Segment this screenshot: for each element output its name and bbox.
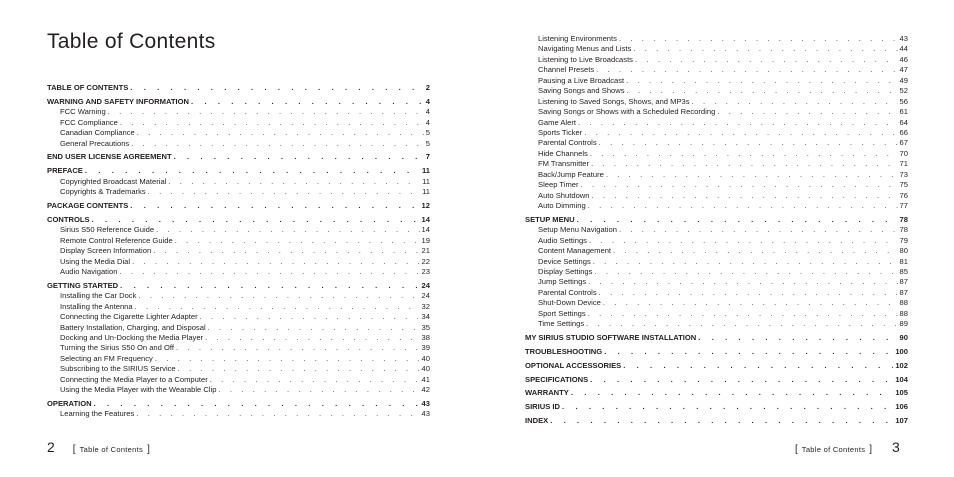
dot-leader: [153, 246, 419, 256]
toc-entry-page: 22: [421, 256, 430, 266]
toc-section-entry[interactable]: [525, 416, 908, 426]
toc-entry-label: Auto Dimming: [538, 201, 586, 210]
toc-entry-page: 46: [899, 54, 908, 64]
toc-entry-label: Connecting the Media Player to a Computer: [60, 374, 208, 384]
dot-leader: [156, 225, 419, 235]
toc-subsection-entry[interactable]: [525, 236, 908, 246]
toc-entry-page: 24: [421, 280, 430, 290]
toc-section-entry[interactable]: [47, 399, 430, 409]
toc-entry-label: Listening to Live Broadcasts: [538, 54, 633, 64]
toc-entry-page: 4: [425, 107, 430, 117]
dot-leader: [119, 267, 419, 277]
toc-entry-page: 5: [425, 128, 430, 138]
toc-entry-page: 75: [899, 180, 908, 190]
dot-leader: [148, 187, 420, 197]
toc-entry-label: Learning the Features: [60, 409, 135, 419]
toc-entry-page: 12: [421, 200, 430, 210]
toc-entry-page: 88: [899, 298, 908, 308]
toc-entry-label: Channel Presets: [538, 65, 595, 75]
toc-entry-label: Hide Channels: [538, 148, 588, 158]
dot-leader: [594, 267, 897, 277]
toc-entry-label: Saving Songs and Shows: [538, 86, 625, 96]
toc-entry-page: 21: [421, 246, 430, 256]
toc-entry-label: Audio Navigation: [60, 266, 118, 276]
toc-entry-label: WARNING AND SAFETY INFORMATION: [47, 96, 190, 106]
toc-entry-label: Canadian Compliance: [60, 128, 135, 138]
toc-entry-label: TROUBLESHOOTING: [525, 346, 603, 356]
footer-open-bracket: [: [795, 444, 798, 455]
dot-leader: [592, 191, 898, 201]
toc-entry-page: 105: [895, 388, 908, 398]
dot-leader: [623, 361, 893, 371]
toc-entry-label: Saving Songs or Shows with a Scheduled Recording: [538, 107, 716, 117]
toc-entry-label: Time Settings: [538, 319, 585, 329]
toc-section-entry[interactable]: [525, 347, 908, 357]
toc-entry-label: Copyrights & Trademarks: [60, 187, 146, 197]
toc-entry-page: 73: [899, 169, 908, 179]
toc-subsection-entry[interactable]: [47, 267, 430, 277]
toc-entry-label: FCC Warning: [60, 107, 106, 117]
toc-section-entry[interactable]: [525, 388, 908, 398]
toc-entry-page: 80: [899, 246, 908, 256]
toc-entry-page: 88: [899, 308, 908, 318]
toc-entry-page: 14: [421, 225, 430, 235]
toc-entry-page: 79: [899, 235, 908, 245]
dot-leader: [635, 55, 898, 65]
toc-section-entry[interactable]: [47, 97, 430, 107]
toc-entry-page: 35: [421, 322, 430, 332]
toc-subsection-entry[interactable]: [525, 288, 908, 298]
toc-entry-label: Remote Control Reference Guide: [60, 235, 173, 245]
toc-subsection-entry[interactable]: [525, 180, 908, 190]
toc-entry-label: Parental Controls: [538, 287, 597, 297]
footer-open-bracket: [: [72, 444, 76, 455]
toc-subsection-entry[interactable]: [525, 201, 908, 211]
dot-leader: [92, 215, 420, 225]
toc-entry-page: 77: [899, 201, 908, 210]
toc-entry-page: 64: [899, 117, 908, 127]
dot-leader: [562, 402, 893, 412]
toc-entry-page: 11: [421, 166, 430, 176]
toc-section-entry[interactable]: [47, 166, 430, 176]
toc-entry-label: Game Alert: [538, 117, 576, 127]
dot-leader: [613, 246, 898, 256]
toc-entry-label: Auto Shutdown: [538, 190, 590, 200]
toc-section-entry[interactable]: [47, 201, 430, 211]
dot-leader: [218, 385, 419, 395]
toc-entry-page: 102: [895, 360, 908, 370]
toc-entry-label: Copyrighted Broadcast Material: [60, 176, 167, 186]
toc-entry-page: 90: [899, 333, 908, 343]
toc-subsection-entry[interactable]: [525, 118, 908, 128]
toc-entry-label: Parental Controls: [538, 138, 597, 148]
toc-section-entry[interactable]: [47, 152, 430, 162]
toc-entry-page: 7: [425, 152, 430, 162]
dot-leader: [120, 118, 424, 128]
dot-leader: [627, 86, 898, 96]
toc-entry-page: 56: [899, 96, 908, 106]
toc-entry-label: FM Transmitter: [538, 159, 590, 169]
toc-entry-page: 100: [895, 346, 908, 356]
footer-section-label: Table of Contents: [801, 445, 866, 454]
toc-entry-page: 4: [425, 117, 430, 127]
dot-leader: [619, 225, 898, 235]
toc-entry-page: 23: [421, 266, 430, 276]
toc-entry-page: 71: [899, 159, 908, 169]
toc-section-entry[interactable]: [47, 215, 430, 225]
toc-left-column: [47, 83, 430, 420]
toc-entry-page: 11: [422, 187, 430, 197]
toc-subsection-entry[interactable]: [525, 257, 908, 267]
dot-leader: [208, 323, 420, 333]
toc-entry-page: 47: [899, 65, 908, 75]
toc-subsection-entry[interactable]: [47, 139, 430, 149]
toc-entry-page: 40: [421, 364, 430, 374]
page-number-right: 3: [892, 439, 900, 455]
toc-subsection-entry[interactable]: [525, 86, 908, 96]
toc-subsection-entry[interactable]: [525, 267, 908, 277]
toc-subsection-entry[interactable]: [525, 128, 908, 138]
toc-entry-label: PACKAGE CONTENTS: [47, 200, 129, 210]
dot-leader: [155, 354, 420, 364]
toc-entry-label: INDEX: [525, 416, 549, 425]
dot-leader: [108, 107, 424, 117]
dot-leader: [588, 309, 898, 319]
dot-leader: [589, 236, 898, 246]
toc-entry-page: 67: [899, 138, 908, 148]
dot-leader: [571, 388, 893, 398]
toc-section-entry[interactable]: [525, 333, 908, 343]
dot-leader: [205, 333, 419, 343]
toc-entry-label: Connecting the Cigarette Lighter Adapter: [60, 312, 198, 322]
toc-subsection-entry[interactable]: [525, 159, 908, 169]
toc-entry-page: 87: [899, 277, 908, 287]
dot-leader: [191, 97, 424, 107]
footer-close-bracket: ]: [147, 444, 150, 455]
toc-entry-label: Device Settings: [538, 256, 591, 266]
dot-leader: [604, 347, 893, 357]
toc-section-entry[interactable]: [525, 361, 908, 371]
dot-leader: [717, 107, 897, 117]
toc-entry-page: 32: [421, 301, 430, 311]
toc-entry-page: 85: [899, 267, 908, 277]
toc-entry-page: 61: [899, 107, 908, 117]
dot-leader: [138, 291, 419, 301]
toc-subsection-entry[interactable]: [47, 118, 430, 128]
dot-leader: [619, 34, 898, 44]
toc-entry-label: Sports Ticker: [538, 127, 583, 137]
dot-leader: [132, 257, 419, 267]
dot-leader: [593, 257, 898, 267]
toc-entry-label: MY SIRIUS STUDIO SOFTWARE INSTALLATION: [525, 333, 697, 343]
toc-entry-page: 43: [899, 34, 908, 43]
toc-entry-label: Shut-Down Device: [538, 298, 601, 308]
toc-section-entry[interactable]: [525, 375, 908, 385]
dot-leader: [591, 159, 897, 169]
dot-leader: [590, 375, 893, 385]
toc-subsection-entry[interactable]: [525, 298, 908, 308]
footer-close-bracket: ]: [869, 444, 873, 455]
toc-subsection-entry[interactable]: [47, 354, 430, 364]
dot-leader: [603, 298, 898, 308]
dot-leader: [200, 312, 420, 322]
toc-entry-label: SETUP MENU: [525, 214, 575, 224]
toc-entry-label: Setup Menu Navigation: [538, 225, 617, 235]
toc-entry-page: 39: [421, 343, 430, 353]
dot-leader: [584, 128, 897, 138]
toc-subsection-entry[interactable]: [525, 97, 908, 107]
toc-entry-page: 52: [899, 86, 908, 96]
dot-leader: [606, 170, 898, 180]
toc-subsection-entry[interactable]: [47, 257, 430, 267]
toc-subsection-entry[interactable]: [47, 177, 430, 187]
toc-entry-label: Navigating Menus and Lists: [538, 44, 632, 54]
toc-entry-page: 78: [899, 214, 908, 224]
dot-leader: [588, 277, 897, 287]
toc-entry-page: 5: [425, 138, 430, 148]
toc-subsection-entry[interactable]: [525, 319, 908, 329]
dot-leader: [175, 236, 420, 246]
toc-entry-label: Using the Media Player with the Wearable Clip: [60, 385, 217, 395]
toc-entry-page: 11: [422, 176, 430, 186]
dot-leader: [698, 333, 897, 343]
dot-leader: [85, 166, 420, 176]
toc-entry-page: 38: [421, 332, 430, 342]
toc-entry-label: END USER LICENSE AGREEMENT: [47, 152, 172, 162]
toc-section-entry[interactable]: [525, 402, 908, 412]
toc-subsection-entry[interactable]: [47, 236, 430, 246]
toc-entry-page: 49: [899, 75, 908, 85]
toc-subsection-entry[interactable]: [47, 302, 430, 312]
toc-subsection-entry[interactable]: [47, 364, 430, 374]
dot-leader: [578, 118, 898, 128]
toc-entry-label: Display Settings: [538, 267, 593, 277]
dot-leader: [137, 128, 424, 138]
toc-entry-page: 14: [421, 214, 430, 224]
toc-subsection-entry[interactable]: [525, 55, 908, 65]
dot-leader: [135, 302, 420, 312]
dot-leader: [581, 180, 898, 190]
toc-entry-label: Listening Environments: [538, 34, 617, 43]
toc-entry-label: Content Management: [538, 246, 612, 256]
footer-right: [795, 439, 900, 455]
toc-entry-label: Subscribing to the SIRIUS Service: [60, 364, 176, 374]
toc-subsection-entry[interactable]: [525, 225, 908, 235]
toc-subsection-entry[interactable]: [525, 309, 908, 319]
toc-subsection-entry[interactable]: [525, 44, 908, 54]
toc-entry-page: 87: [899, 287, 908, 297]
toc-subsection-entry[interactable]: [525, 149, 908, 159]
toc-subsection-entry[interactable]: [47, 375, 430, 385]
toc-subsection-entry[interactable]: [47, 225, 430, 235]
toc-entry-page: 41: [421, 374, 430, 384]
toc-entry-page: 81: [899, 256, 908, 266]
toc-section-entry[interactable]: [47, 281, 430, 291]
dot-leader: [130, 83, 423, 93]
toc-entry-label: OPTIONAL ACCESSORIES: [525, 360, 622, 370]
dot-leader: [130, 201, 419, 211]
toc-entry-page: 106: [895, 402, 908, 412]
toc-subsection-entry[interactable]: [47, 385, 430, 395]
dot-leader: [178, 364, 420, 374]
page-title: Table of Contents: [47, 30, 216, 53]
toc-entry-page: 42: [421, 385, 430, 395]
footer-section-label: Table of Contents: [79, 445, 144, 454]
toc-entry-label: Sirius S50 Reference Guide: [60, 225, 155, 235]
toc-subsection-entry[interactable]: [525, 138, 908, 148]
toc-subsection-entry[interactable]: [47, 107, 430, 117]
toc-subsection-entry[interactable]: [525, 76, 908, 86]
toc-subsection-entry[interactable]: [47, 291, 430, 301]
toc-entry-label: Docking and Un-Docking the Media Player: [60, 332, 204, 342]
toc-subsection-entry[interactable]: [47, 312, 430, 322]
dot-leader: [692, 97, 898, 107]
toc-entry-page: 2: [425, 83, 430, 92]
toc-entry-label: Using the Media Dial: [60, 256, 131, 266]
toc-subsection-entry[interactable]: [47, 409, 430, 419]
toc-section-entry[interactable]: [47, 83, 430, 93]
toc-entry-label: CONTROLS: [47, 214, 90, 224]
dot-leader: [168, 177, 420, 187]
dot-leader: [626, 76, 897, 86]
toc-entry-page: 43: [421, 409, 430, 419]
dot-leader: [120, 281, 419, 291]
toc-subsection-entry[interactable]: [47, 343, 430, 353]
dot-leader: [176, 343, 420, 353]
toc-entry-page: 66: [899, 127, 908, 137]
dot-leader: [596, 65, 897, 75]
toc-entry-label: FCC Compliance: [60, 117, 118, 127]
toc-subsection-entry[interactable]: [525, 65, 908, 75]
toc-entry-label: WARRANTY: [525, 388, 569, 398]
toc-entry-label: Sleep Timer: [538, 180, 579, 190]
toc-entry-page: 43: [421, 398, 430, 408]
toc-entry-label: SPECIFICATIONS: [525, 374, 589, 384]
toc-entry-label: Display Screen Information: [60, 246, 152, 256]
dot-leader: [550, 416, 893, 426]
dot-leader: [131, 139, 424, 149]
toc-entry-page: 19: [421, 235, 430, 245]
toc-subsection-entry[interactable]: [525, 107, 908, 117]
toc-entry-label: Back/Jump Feature: [538, 169, 604, 179]
toc-subsection-entry[interactable]: [525, 277, 908, 287]
toc-section-entry[interactable]: [525, 215, 908, 225]
toc-entry-page: 89: [899, 319, 908, 329]
toc-entry-label: Installing the Antenna: [60, 301, 133, 311]
dot-leader: [599, 138, 898, 148]
toc-entry-page: 34: [421, 312, 430, 322]
toc-subsection-entry[interactable]: [47, 246, 430, 256]
toc-entry-label: Installing the Car Dock: [60, 291, 137, 301]
dot-leader: [633, 44, 897, 54]
toc-entry-label: Jump Settings: [538, 277, 587, 287]
dot-leader: [174, 152, 424, 162]
toc-entry-label: TABLE OF CONTENTS: [47, 83, 129, 92]
toc-subsection-entry[interactable]: [47, 128, 430, 138]
toc-entry-label: Turning the Sirius S50 On and Off: [60, 343, 174, 353]
toc-entry-label: OPERATION: [47, 398, 92, 408]
toc-entry-label: General Precautions: [60, 138, 130, 148]
toc-entry-label: GETTING STARTED: [47, 280, 119, 290]
toc-entry-label: Pausing a Live Broadcast: [538, 75, 625, 85]
toc-entry-page: 40: [421, 353, 430, 363]
toc-subsection-entry[interactable]: [47, 187, 430, 197]
toc-entry-page: 70: [899, 148, 908, 158]
toc-entry-page: 78: [899, 225, 908, 235]
toc-subsection-entry[interactable]: [47, 323, 430, 333]
page-number-left: 2: [47, 439, 55, 455]
footer-left: [47, 439, 150, 455]
toc-subsection-entry[interactable]: [525, 246, 908, 256]
toc-entry-page: 4: [425, 96, 430, 106]
dot-leader: [136, 409, 419, 419]
toc-subsection-entry[interactable]: [525, 170, 908, 180]
toc-entry-page: 44: [899, 44, 908, 54]
dot-leader: [588, 201, 898, 211]
dot-leader: [210, 375, 420, 385]
toc-subsection-entry[interactable]: [47, 333, 430, 343]
toc-subsection-entry[interactable]: [525, 34, 908, 44]
toc-entry-page: 107: [895, 416, 908, 425]
toc-entry-label: Listening to Saved Songs, Shows, and MP3s: [538, 96, 690, 106]
toc-entry-label: PREFACE: [47, 166, 83, 176]
toc-subsection-entry[interactable]: [525, 191, 908, 201]
dot-leader: [599, 288, 898, 298]
toc-entry-label: Audio Settings: [538, 235, 587, 245]
toc-entry-label: Sport Settings: [538, 308, 586, 318]
toc-entry-label: SIRIUS ID: [525, 402, 561, 412]
toc-right-column: [525, 34, 908, 426]
toc-entry-label: Battery Installation, Charging, and Disposal: [60, 322, 206, 332]
dot-leader: [586, 319, 897, 329]
toc-entry-page: 104: [895, 374, 908, 384]
toc-entry-label: Selecting an FM Frequency: [60, 353, 153, 363]
toc-entry-page: 76: [899, 190, 908, 200]
toc-entry-page: 24: [421, 291, 430, 301]
dot-leader: [94, 399, 420, 409]
dot-leader: [590, 149, 898, 159]
dot-leader: [577, 215, 898, 225]
